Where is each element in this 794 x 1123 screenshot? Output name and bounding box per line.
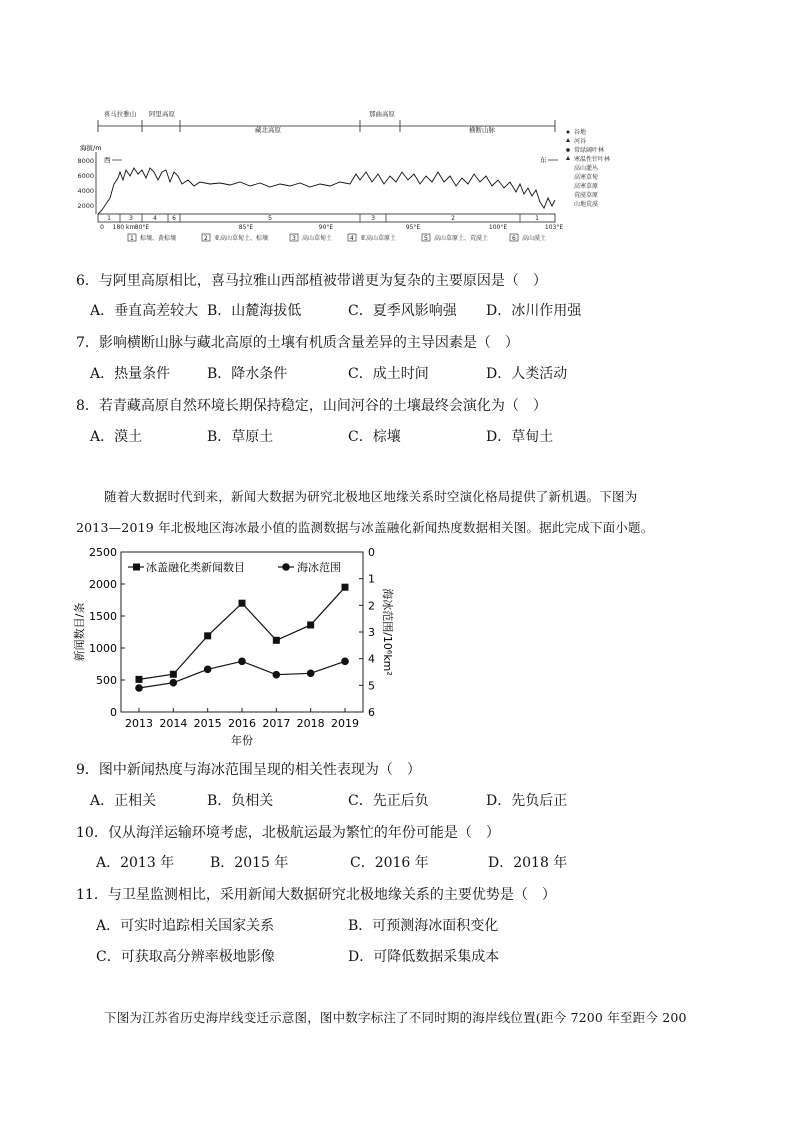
question-10: 10．仅从海洋运输环境考虑，北极航运最为繁忙的年份可能是（ ） — [76, 825, 500, 841]
soil-bar-label: 1 — [535, 215, 539, 222]
question-6: 6．与阿里高原相比，喜马拉雅山西部植被带谱更为复杂的主要原因是（ ） — [76, 273, 547, 289]
q11-option-b[interactable]: B．可预测海冰面积变化 — [348, 918, 499, 934]
news-ice-chart — [66, 540, 396, 750]
x-tick-label: 2018 — [296, 717, 325, 730]
q9-option-a[interactable]: A．正相关 — [90, 793, 157, 809]
legend-circle-marker — [282, 563, 290, 571]
soil-legend-num: 6 — [512, 235, 516, 242]
legend-news: 冰盖融化类新闻数目 — [146, 561, 245, 574]
sea-ice-point — [273, 671, 281, 679]
soil-legend-text: 棕壤、黄棕壤 — [140, 235, 177, 242]
lon-label: 103°E — [544, 224, 564, 231]
q8-option-a[interactable]: A．漠土 — [90, 429, 143, 445]
sea-ice-point — [135, 684, 143, 692]
question-7: 7．影响横断山脉与藏北高原的土壤有机质含量差异的主导因素是（ ） — [76, 335, 519, 351]
q10-option-a[interactable]: A．2013 年 — [96, 855, 175, 871]
veg-legend-item: 高山灌丛 — [574, 165, 599, 172]
sea-ice-point — [170, 679, 178, 687]
q6-option-c[interactable]: C．夏季风影响强 — [348, 303, 457, 319]
y2-tick-label: 5 — [368, 679, 375, 693]
news-count-point — [239, 600, 246, 607]
east-label: 东 — [540, 156, 547, 164]
west-label: 西 — [104, 156, 111, 164]
intro-paragraph-line1: 随着大数据时代到来，新闻大数据为研究北极地区地缘关系时空演化格局提供了新机遇。下图为 — [104, 489, 638, 504]
zero-label: 0 — [100, 224, 104, 231]
q8-option-c[interactable]: C．棕壤 — [348, 429, 401, 445]
q6-option-a[interactable]: A．垂直高差较大 — [90, 303, 199, 319]
q10-option-b[interactable]: B．2015 年 — [210, 855, 289, 871]
lon-label: 100°E — [488, 224, 508, 231]
x-axis-title: 年份 — [231, 734, 253, 747]
veg-legend-item: 高寒草原 — [574, 183, 599, 190]
q9-option-d[interactable]: D．先负后正 — [486, 793, 568, 809]
q9-option-b[interactable]: B．负相关 — [207, 793, 274, 809]
soil-legend-num: 4 — [350, 235, 354, 242]
region-label: 喜马拉雅山 — [103, 110, 137, 118]
y2-tick-label: 1 — [368, 572, 375, 586]
q7-option-d[interactable]: D．人类活动 — [486, 366, 568, 382]
question-9: 9．图中新闻热度与海冰范围呈现的相关性表现为（ ） — [76, 762, 421, 778]
region-label: 藏北高原 — [255, 126, 281, 134]
soil-legend-text: 亚高山草原土 — [360, 235, 397, 242]
news-count-point — [204, 632, 211, 639]
sea-ice-point — [341, 658, 349, 666]
q10-option-d[interactable]: D．2018 年 — [488, 855, 568, 871]
x-tick-label: 2017 — [262, 717, 291, 730]
x-tick-label: 2013 — [125, 717, 153, 730]
soil-legend-num: 2 — [204, 235, 208, 242]
y-tick-label: 1500 — [89, 610, 117, 623]
y2-tick-label: 3 — [368, 626, 375, 639]
veg-legend-item: 河谷 — [574, 138, 587, 145]
y2-tick-label: 6 — [368, 706, 375, 719]
y2-axis-title: 海冰范围/10⁶km² — [381, 588, 394, 676]
soil-bar-label: 2 — [451, 215, 455, 222]
x-tick-label: 2015 — [193, 717, 222, 730]
soil-legend-num: 3 — [292, 235, 296, 242]
soil-bar-label: 4 — [153, 215, 157, 222]
y-axis-title: 新闻数目/条 — [73, 602, 86, 662]
y-tick-label: 0 — [110, 706, 117, 719]
soil-bar-label: 6 — [172, 215, 176, 222]
veg-legend-item: 荒漠草原 — [574, 192, 599, 199]
sea-ice-point — [307, 670, 315, 678]
sea-ice-point — [204, 666, 212, 674]
q7-option-a[interactable]: A．热量条件 — [90, 366, 171, 382]
profile-y-tick: 4000 — [77, 187, 94, 195]
x-tick-label: 2019 — [331, 717, 359, 730]
y2-tick-label: 2 — [368, 599, 375, 613]
scale-label: 180 km — [112, 224, 136, 231]
question-11: 11．与卫星监测相比，采用新闻大数据研究北极地缘关系的主要优势是（ ） — [76, 887, 556, 903]
y2-tick-label: 0 — [368, 546, 375, 559]
profile-y-label: 海拔/m — [80, 144, 102, 152]
soil-legend-text: 亚高山草甸土、棕壤 — [214, 235, 269, 242]
q7-option-b[interactable]: B．降水条件 — [207, 366, 288, 382]
region-label: 那曲高原 — [369, 110, 395, 118]
y-tick-label: 2000 — [89, 578, 117, 591]
lon-label: 90°E — [318, 224, 334, 231]
veg-legend-item: 谷地 — [574, 129, 587, 136]
sea-ice-point — [238, 658, 246, 666]
soil-bar-label: 5 — [268, 215, 272, 222]
q10-option-c[interactable]: C．2016 年 — [350, 855, 429, 871]
q11-option-c[interactable]: C．可获取高分辨率极地影像 — [96, 949, 275, 965]
intro-paragraph-coastline: 下图为江苏省历史海岸线变迁示意图，图中数字标注了不同时期的海岸线位置(距今 7200 年至距今 200 — [104, 1010, 687, 1025]
lon-label: 85°E — [238, 224, 254, 231]
q9-option-c[interactable]: C．先正后负 — [348, 793, 429, 809]
veg-legend-item: 常绿阔叶林 — [574, 147, 605, 154]
veg-legend-item: 寒温性针叶林 — [574, 156, 611, 163]
q8-option-b[interactable]: B．草原土 — [207, 429, 274, 445]
soil-legend-text: 高山草甸土 — [302, 235, 333, 242]
soil-bar-label: 3 — [371, 215, 375, 222]
news-count-point — [273, 637, 280, 644]
region-label: 横断山脉 — [469, 126, 495, 134]
region-label: 阿里高原 — [149, 110, 175, 118]
terrain-profile — [98, 168, 555, 214]
legend-ice: 海冰范围 — [297, 561, 341, 574]
question-8: 8．若青藏高原自然环境长期保持稳定，山间河谷的土壤最终会演化为（ ） — [76, 398, 547, 414]
profile-y-tick: 8000 — [77, 157, 94, 165]
soil-bar-label: 1 — [107, 215, 111, 222]
profile-figure — [77, 110, 640, 250]
q11-option-d[interactable]: D．可降低数据采集成本 — [348, 949, 500, 965]
soil-legend-num: 1 — [130, 235, 134, 242]
q7-option-c[interactable]: C．成土时间 — [348, 366, 429, 382]
soil-legend-num: 5 — [424, 235, 428, 242]
veg-legend-item: 高寒草甸 — [574, 174, 599, 181]
profile-y-tick: 2000 — [77, 202, 94, 210]
lon-label: 95°E — [405, 224, 421, 231]
news-count-point — [136, 676, 143, 683]
y-tick-label: 500 — [96, 674, 117, 687]
news-count-point — [342, 584, 349, 591]
y-tick-label: 1000 — [89, 642, 117, 655]
intro-paragraph-line2: 2013—2019 年北极地区海冰最小值的监测数据与冰盖融化新闻热度数据相关图。据此完成下面小题。 — [76, 520, 654, 535]
plot-frame — [121, 552, 363, 712]
soil-legend-text: 高山漠土 — [522, 235, 547, 242]
news-count-point — [307, 621, 314, 628]
soil-legend-text: 高山草原土、荒漠土 — [434, 235, 489, 242]
veg-legend-item: 山地荒漠 — [574, 201, 599, 208]
q8-option-d[interactable]: D．草甸土 — [486, 429, 554, 445]
y-tick-label: 2500 — [89, 546, 117, 559]
x-tick-label: 2014 — [159, 717, 188, 730]
news-count-point — [170, 671, 177, 678]
q11-option-a[interactable]: A．可实时追踪相关国家关系 — [96, 918, 275, 934]
profile-y-tick: 6000 — [77, 172, 94, 180]
soil-bar-label: 3 — [129, 215, 133, 222]
y2-tick-label: 4 — [368, 652, 375, 666]
lon-label: 80°E — [134, 224, 150, 231]
legend-square-marker — [133, 564, 140, 571]
q6-option-d[interactable]: D．冰川作用强 — [486, 303, 582, 319]
x-tick-label: 2016 — [228, 717, 256, 730]
q6-option-b[interactable]: B．山麓海拔低 — [207, 303, 302, 319]
